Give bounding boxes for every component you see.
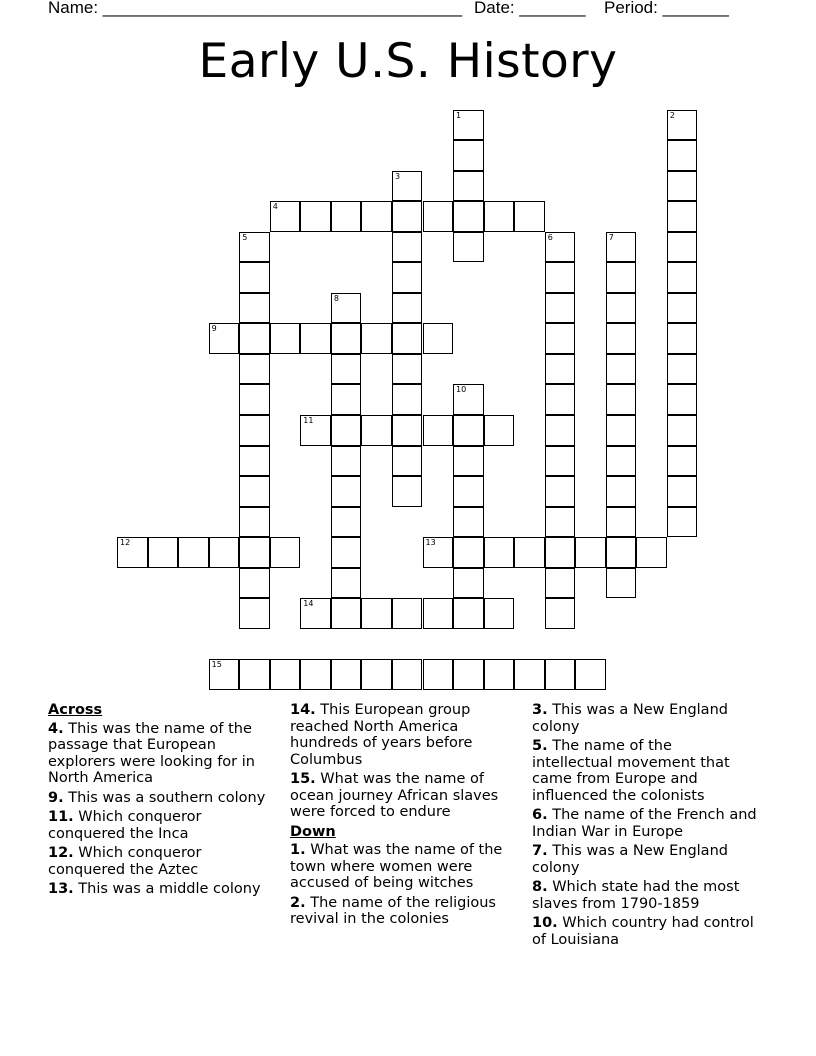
grid-cell[interactable] — [545, 568, 576, 599]
grid-cell[interactable] — [545, 232, 576, 263]
clue-number: 1 — [456, 110, 462, 120]
grid-cell[interactable] — [453, 476, 484, 507]
grid-cell[interactable] — [667, 110, 698, 141]
grid-cell[interactable] — [239, 384, 270, 415]
grid-cell[interactable] — [300, 201, 331, 232]
clue-across-9: 9. This was a southern colony — [48, 789, 266, 806]
grid-cell[interactable] — [606, 354, 637, 385]
grid-cell[interactable] — [331, 507, 362, 538]
grid-cell[interactable] — [392, 232, 423, 263]
grid-cell[interactable] — [484, 659, 515, 690]
grid-cell[interactable] — [453, 384, 484, 415]
clue-down-6: 6. The name of the French and Indian War in Europe — [532, 807, 757, 840]
grid-cell[interactable] — [667, 293, 698, 324]
clue-across-4: 4. This was the name of the passage that European explorers were looking for in North America — [48, 720, 255, 786]
grid-cell[interactable] — [361, 201, 392, 232]
grid-cell[interactable] — [606, 293, 637, 324]
clue-across-14: 14. This European group reached North America hundreds of years before Columbus — [290, 702, 473, 768]
grid-cell[interactable] — [392, 659, 423, 690]
grid-cell[interactable] — [606, 262, 637, 293]
clue-number: 8 — [333, 293, 339, 303]
clue-down-2: 2. The name of the religious revival in the colonies — [290, 894, 496, 927]
grid-cell[interactable] — [667, 415, 698, 446]
grid-cell[interactable] — [392, 476, 423, 507]
clues-column-1 — [48, 702, 273, 901]
period-field[interactable]: Period: _______ — [604, 0, 729, 17]
clues-column-3 — [532, 702, 757, 951]
grid-cell[interactable] — [484, 201, 515, 232]
grid-cell[interactable] — [239, 476, 270, 507]
clue-down-5: 5. The name of the intellectual movement that came from Europe and influenced the colonists — [532, 738, 730, 804]
grid-cell[interactable] — [423, 537, 454, 568]
grid-cell[interactable] — [453, 598, 484, 629]
grid-cell[interactable] — [423, 415, 454, 446]
grid-cell[interactable] — [300, 659, 331, 690]
grid-cell[interactable] — [484, 415, 515, 446]
grid-cell[interactable] — [392, 293, 423, 324]
grid-cell[interactable] — [239, 415, 270, 446]
grid-cell[interactable] — [667, 354, 698, 385]
clue-down-8: 8. Which state had the most slaves from 1790-1859 — [532, 879, 740, 912]
grid-cell[interactable] — [331, 446, 362, 477]
grid-cell[interactable] — [300, 323, 331, 354]
grid-cell[interactable] — [331, 537, 362, 568]
clue-number: 4 — [272, 202, 278, 212]
grid-cell[interactable] — [178, 537, 209, 568]
grid-cell[interactable] — [331, 476, 362, 507]
grid-cell[interactable] — [606, 232, 637, 263]
grid-cell[interactable] — [606, 446, 637, 477]
clue-number: 3 — [394, 171, 401, 181]
grid-cell[interactable] — [423, 201, 454, 232]
grid-cell[interactable] — [667, 201, 698, 232]
grid-cell[interactable] — [453, 446, 484, 477]
clue-number: 15 — [211, 660, 222, 670]
grid-cell[interactable] — [667, 476, 698, 507]
clue-down-1: 1. What was the name of the town where women were accused of being witches — [290, 842, 503, 891]
clue-number: 2 — [669, 110, 675, 120]
clue-number: 13 — [425, 538, 436, 548]
grid-cell[interactable] — [545, 476, 576, 507]
grid-cell[interactable] — [239, 507, 270, 538]
clue-down-3: 3. This was a New England colony — [532, 702, 728, 735]
grid-cell[interactable] — [545, 354, 576, 385]
grid-cell[interactable] — [453, 537, 484, 568]
grid-cell[interactable] — [392, 171, 423, 202]
grid-cell[interactable] — [667, 140, 698, 171]
grid-cell[interactable] — [117, 537, 148, 568]
grid-cell[interactable] — [453, 171, 484, 202]
grid-cell[interactable] — [545, 293, 576, 324]
grid-cell[interactable] — [606, 507, 637, 538]
grid-cell[interactable] — [667, 232, 698, 263]
grid-cell[interactable] — [239, 659, 270, 690]
grid-cell[interactable] — [270, 659, 301, 690]
clue-number: 14 — [303, 599, 314, 609]
grid-cell[interactable] — [392, 201, 423, 232]
grid-cell[interactable] — [239, 354, 270, 385]
grid-cell[interactable] — [209, 323, 240, 354]
grid-cell[interactable] — [331, 323, 362, 354]
grid-cell[interactable] — [331, 293, 362, 324]
name-field[interactable]: Name: ______________________________________ — [48, 0, 463, 17]
grid-cell[interactable] — [545, 507, 576, 538]
grid-cell[interactable] — [331, 415, 362, 446]
grid-cell[interactable] — [667, 384, 698, 415]
grid-cell[interactable] — [331, 201, 362, 232]
grid-cell[interactable] — [514, 201, 545, 232]
grid-cell[interactable] — [239, 293, 270, 324]
grid-cell[interactable] — [270, 201, 301, 232]
grid-cell[interactable] — [392, 323, 423, 354]
grid-cell[interactable] — [270, 323, 301, 354]
grid-cell[interactable] — [300, 415, 331, 446]
grid-cell[interactable] — [545, 598, 576, 629]
grid-cell[interactable] — [545, 415, 576, 446]
grid-cell[interactable] — [514, 659, 545, 690]
grid-cell[interactable] — [239, 232, 270, 263]
grid-cell[interactable] — [545, 537, 576, 568]
grid-cell[interactable] — [239, 446, 270, 477]
grid-cell[interactable] — [667, 446, 698, 477]
grid-cell[interactable] — [606, 537, 637, 568]
grid-cell[interactable] — [453, 415, 484, 446]
grid-cell[interactable] — [270, 537, 301, 568]
grid-cell[interactable] — [331, 354, 362, 385]
grid-cell[interactable] — [361, 598, 392, 629]
grid-cell[interactable] — [423, 598, 454, 629]
grid-cell[interactable] — [453, 140, 484, 171]
grid-cell[interactable] — [239, 323, 270, 354]
grid-cell[interactable] — [331, 659, 362, 690]
clue-number: 12 — [120, 538, 131, 548]
grid-cell[interactable] — [606, 384, 637, 415]
grid-cell[interactable] — [545, 446, 576, 477]
grid-cell[interactable] — [361, 659, 392, 690]
grid-cell[interactable] — [209, 659, 240, 690]
grid-cell[interactable] — [667, 507, 698, 538]
page-title: Early U.S. History — [198, 34, 618, 89]
grid-cell[interactable] — [667, 262, 698, 293]
clue-number: 7 — [608, 232, 614, 242]
grid-cell[interactable] — [392, 384, 423, 415]
grid-cell[interactable] — [331, 568, 362, 599]
clues-column-2 — [290, 702, 518, 931]
clue-across-12: 12. Which conqueror conquered the Aztec — [48, 845, 202, 878]
grid-cell[interactable] — [361, 323, 392, 354]
grid-cell[interactable] — [392, 262, 423, 293]
down-heading: Down — [290, 823, 336, 840]
grid-cell[interactable] — [484, 598, 515, 629]
grid-cell[interactable] — [453, 568, 484, 599]
date-field[interactable]: Date: _______ — [474, 0, 586, 17]
across-heading: Across — [48, 702, 103, 718]
grid-cell[interactable] — [606, 568, 637, 599]
grid-cell[interactable] — [453, 507, 484, 538]
grid-cell[interactable] — [453, 201, 484, 232]
clue-across-15: 15. What was the name of ocean journey African slaves were forced to endure — [290, 771, 499, 820]
clue-down-7: 7. This was a New England colony — [532, 843, 728, 876]
clue-number: 11 — [303, 416, 314, 425]
clue-across-13: 13. This was a middle colony — [48, 881, 261, 897]
grid-cell[interactable] — [453, 659, 484, 690]
clue-number: 5 — [242, 232, 248, 242]
grid-cell[interactable] — [300, 598, 331, 629]
grid-cell[interactable] — [392, 446, 423, 477]
grid-cell[interactable] — [575, 537, 606, 568]
grid-cell[interactable] — [453, 110, 484, 141]
grid-cell[interactable] — [606, 415, 637, 446]
grid-cell[interactable] — [545, 384, 576, 415]
grid-cell[interactable] — [239, 537, 270, 568]
grid-cell[interactable] — [239, 568, 270, 599]
grid-cell[interactable] — [392, 354, 423, 385]
grid-cell[interactable] — [392, 598, 423, 629]
grid-cell[interactable] — [545, 262, 576, 293]
grid-cell[interactable] — [392, 415, 423, 446]
clue-across-11: 11. Which conqueror conquered the Inca — [48, 809, 202, 842]
grid-cell[interactable] — [331, 598, 362, 629]
grid-cell[interactable] — [484, 537, 515, 568]
grid-cell[interactable] — [636, 537, 667, 568]
clue-number: 10 — [456, 385, 467, 395]
grid-cell[interactable] — [148, 537, 179, 568]
grid-cell[interactable] — [209, 537, 240, 568]
grid-cell[interactable] — [667, 171, 698, 202]
grid-cell[interactable] — [423, 323, 454, 354]
grid-cell[interactable] — [606, 323, 637, 354]
clue-number: 6 — [547, 232, 553, 242]
grid-cell[interactable] — [545, 323, 576, 354]
grid-cell[interactable] — [331, 384, 362, 415]
grid-cell[interactable] — [453, 232, 484, 263]
grid-cell[interactable] — [239, 598, 270, 629]
grid-cell[interactable] — [575, 659, 606, 690]
grid-cell[interactable] — [361, 415, 392, 446]
grid-cell[interactable] — [423, 659, 454, 690]
grid-cell[interactable] — [606, 476, 637, 507]
grid-cell[interactable] — [545, 659, 576, 690]
clue-number: 9 — [211, 324, 217, 334]
grid-cell[interactable] — [239, 262, 270, 293]
clue-down-10: 10. Which country had control of Louisiana — [532, 915, 754, 948]
grid-cell[interactable] — [667, 323, 698, 354]
grid-cell[interactable] — [514, 537, 545, 568]
